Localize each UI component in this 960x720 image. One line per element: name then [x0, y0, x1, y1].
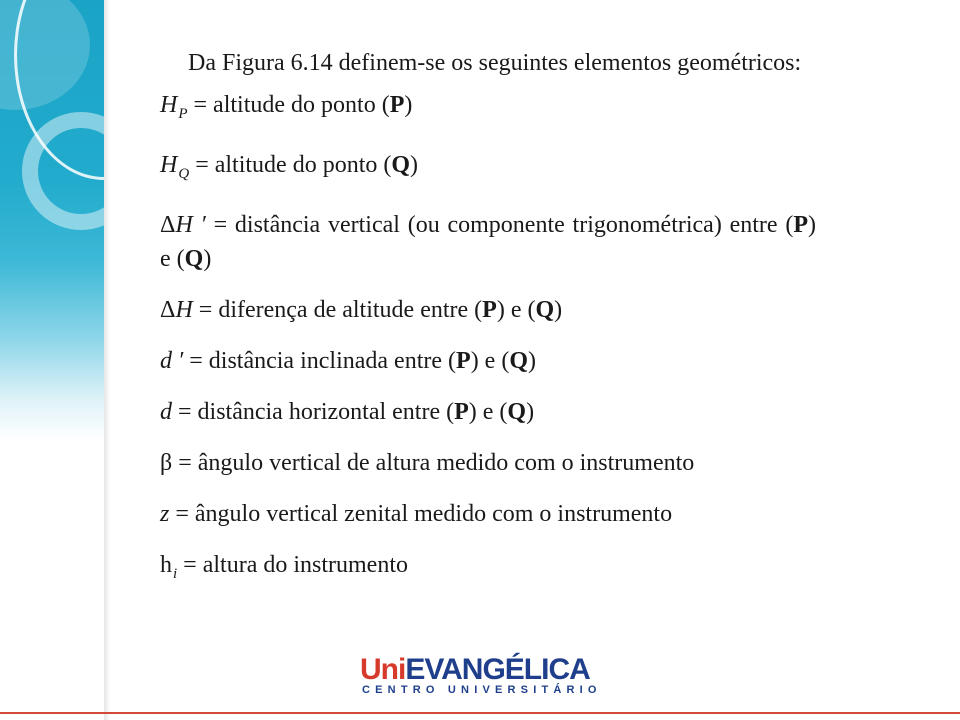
slide-body: [160, 46, 816, 608]
definition-delta-h-prime: ΔH ′ = distância vertical (ou componente trigonométrica) entre (P) e (Q): [160, 212, 816, 272]
side-band-shadow: [104, 0, 110, 720]
definition-z: z = ângulo vertical zenital medido com o instrumento: [160, 501, 673, 527]
definition-d: d = distância horizontal entre (P) e (Q): [160, 399, 535, 425]
definition-delta-h: ΔH = diferença de altitude entre (P) e (Q): [160, 297, 563, 323]
decorative-side-band: [0, 0, 104, 720]
intro-paragraph: Da Figura 6.14 definem-se os seguintes elementos geométricos:: [188, 50, 802, 76]
definition-hi: $h_i$ = altura do instrumento: [160, 552, 408, 582]
logo-subtitle: CENTRO UNIVERSITÁRIO: [362, 684, 602, 696]
definition-hp: $H_P$ = altitude do ponto (P): [160, 92, 413, 122]
unievangelica-logo: [360, 654, 600, 698]
logo-wordmark: UniEVANGÉLICA: [360, 653, 590, 686]
definition-hq: $H_Q$ = altitude do ponto (Q): [160, 152, 419, 182]
bottom-divider: [0, 712, 960, 714]
definition-d-prime: d ′ = distância inclinada entre (P) e (Q): [160, 348, 536, 374]
definition-beta: β = ângulo vertical de altura medido com o instrumento: [160, 450, 695, 476]
